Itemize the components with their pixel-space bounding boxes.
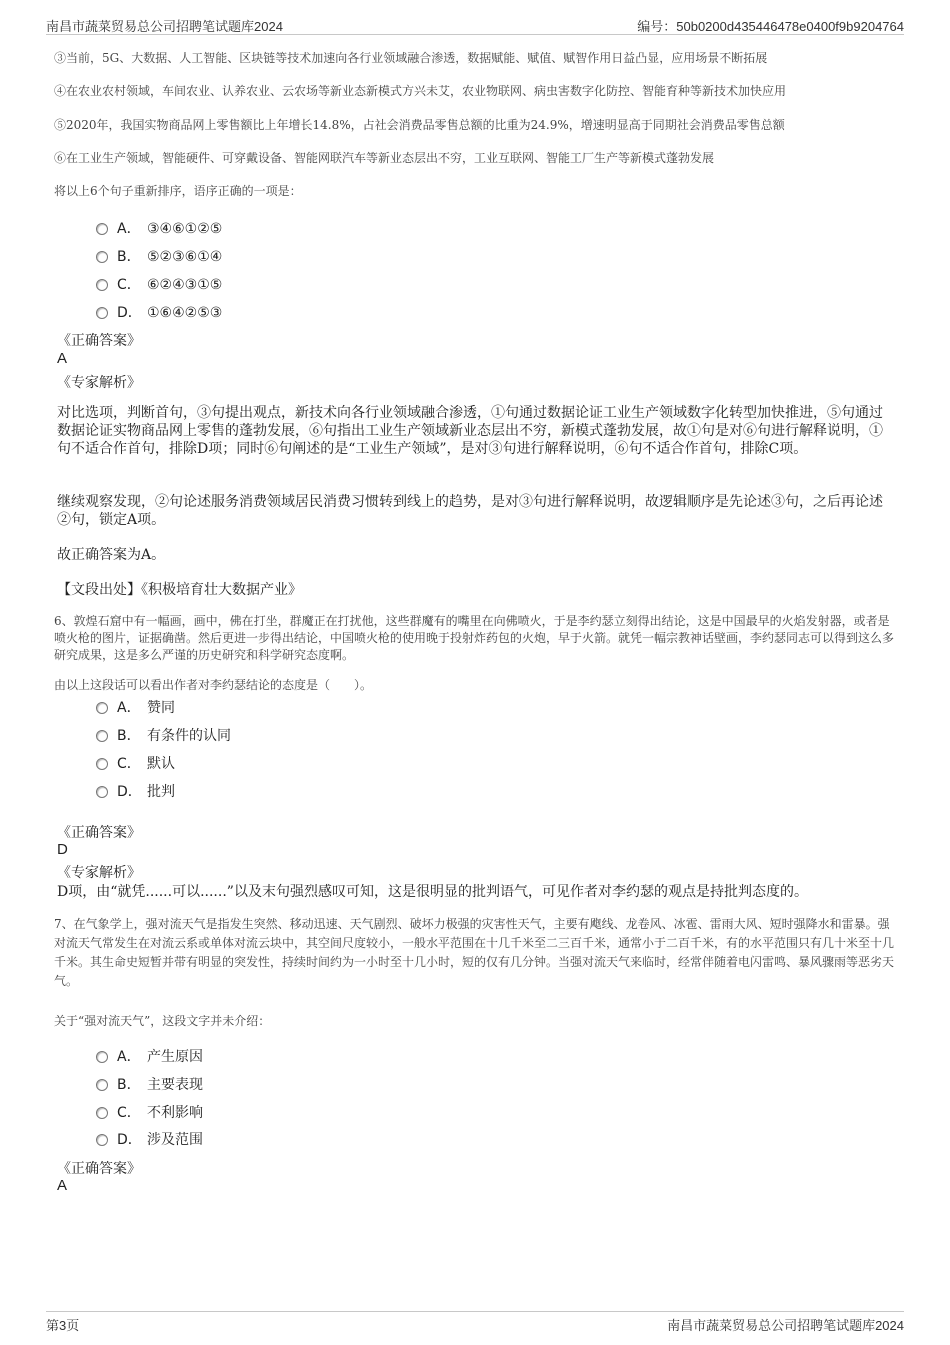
page-header xyxy=(46,14,904,35)
q5-option-b[interactable]: B． ⑤②③⑥①④ xyxy=(96,246,222,266)
q5-option-c[interactable]: C． ⑥②④③①⑤ xyxy=(96,274,222,294)
q7-option-a[interactable]: A． 产生原因 xyxy=(96,1046,203,1066)
radio-icon[interactable] xyxy=(96,1051,108,1063)
page-number: 第3页 xyxy=(46,1318,80,1333)
q5-option-a[interactable]: A． ③④⑥①②⑤ xyxy=(96,218,222,238)
radio-icon[interactable] xyxy=(96,1079,108,1091)
q6-option-d[interactable]: D． 批判 xyxy=(96,781,175,801)
q5-sentence-5: ⑤2020年，我国实物商品网上零售额比上年增长14.8%，占社会消费品零售总额的比重为24.9%，增速明显高于同期社会消费品零售总额 xyxy=(54,118,785,132)
q6-answer: D xyxy=(57,841,68,858)
q5-sentence-4: ④在农业农村领域，车间农业、认养农业、云农场等新业态新模式方兴未艾，农业物联网、病虫害数字化防控、智能育种等新技术加快应用 xyxy=(54,84,787,98)
header-doc-id: 编号：50b0200d435446478e0400f9b9204764 xyxy=(637,19,904,34)
q7-option-d[interactable]: D． 涉及范围 xyxy=(96,1129,203,1149)
q7-option-b[interactable]: B． 主要表现 xyxy=(96,1074,203,1094)
q5-analysis-para-1: 对比选项，判断首句，③句提出观点，新技术向各行业领域融合渗透，①句通过数据论证工业生产领域数字化转型加快推进，⑤句通过数据论证实物商品网上零售的蓬勃发展，⑥句指出工业生产领域新业态层出不穷，新模式蓬勃发展，故①句是对⑥句进行解释说明，①句不适合作首句，排除D项；同时⑥句阐述的是“工业生产领域”，是对③句进行解释说明，⑥句不适合作首句，排除C项。 xyxy=(57,405,883,457)
q5-source: 【文段出处】《积极培育壮大数据产业》 xyxy=(57,582,302,598)
q5-analysis-para-2: 继续观察发现，②句论述服务消费领域居民消费习惯转到线上的趋势，是对③句进行解释说明，故逻辑顺序是先论述③句，之后再论述②句，锁定A项。 xyxy=(57,494,883,528)
q7-stem: 7、在气象学上，强对流天气是指发生突然、移动迅速、天气剧烈、破坏力极强的灾害性天气，主要有飑线、龙卷风、冰雹、雷雨大风、短时强降水和雷暴。强对流天气常发生在对流云系或单体对流云块中，其空间尺度较小，一般水平范围在十几千米至二三百千米，通常小于二百千米，有的水平范围只有几十米至十几千米。其生命史短暂并带有明显的突发性，持续时间约为一小时至十几小时，短的仅有几分钟。当强对流天气来临时，经常伴随着电闪雷鸣、暴风骤雨等恶劣天气。 xyxy=(54,917,895,988)
header-title: 南昌市蔬菜贸易总公司招聘笔试题库2024 xyxy=(46,19,283,34)
radio-icon[interactable] xyxy=(96,702,108,714)
q6-answer-label: 《正确答案》 xyxy=(57,825,141,841)
q6-stem: 6、敦煌石窟中有一幅画，画中，佛在打坐，群魔正在打扰他，这些群魔有的嘴里在向佛喷火，于是李约瑟立刻得出结论，这是中国最早的火焰发射器，或者是喷火枪的图片，证据确凿。然后更进一步得出结论，中国喷火枪的使用晚于投射炸药包的火炮，早于火箭。就凭一幅宗教神话壁画，李约瑟同志可以得到这么多研究成果，这是多么严谨的历史研究和科学研究态度啊。 xyxy=(54,614,895,662)
q6-analysis-label: 《专家解析》 xyxy=(57,865,141,881)
q5-answer: A xyxy=(57,350,68,367)
radio-icon[interactable] xyxy=(96,1134,108,1146)
q6-option-c[interactable]: C． 默认 xyxy=(96,753,175,773)
q6-option-a[interactable]: A． 赞同 xyxy=(96,697,175,717)
radio-icon[interactable] xyxy=(96,730,108,742)
page-footer xyxy=(46,1311,904,1334)
radio-icon[interactable] xyxy=(96,223,108,235)
q5-prompt: 将以上6个句子重新排序，语序正确的一项是： xyxy=(54,184,302,198)
q7-answer: A xyxy=(57,1177,68,1194)
radio-icon[interactable] xyxy=(96,758,108,770)
q5-answer-label: 《正确答案》 xyxy=(57,333,141,349)
radio-icon[interactable] xyxy=(96,279,108,291)
q5-analysis-label: 《专家解析》 xyxy=(57,375,141,391)
q6-option-b[interactable]: B． 有条件的认同 xyxy=(96,725,231,745)
radio-icon[interactable] xyxy=(96,251,108,263)
radio-icon[interactable] xyxy=(96,307,108,319)
q5-sentence-3: ③当前，5G、大数据、人工智能、区块链等技术加速向各行业领域融合渗透，数据赋能、赋值、赋智作用日益凸显，应用场景不断拓展 xyxy=(54,51,768,65)
q6-analysis: D项，由“就凭......可以......”以及末句强烈感叹可知，这是很明显的批判语气，可见作者对李约瑟的观点是持批判态度的。 xyxy=(57,884,808,900)
radio-icon[interactable] xyxy=(96,1107,108,1119)
footer-title: 南昌市蔬菜贸易总公司招聘笔试题库2024 xyxy=(667,1318,904,1333)
q5-conclusion: 故正确答案为A。 xyxy=(57,547,166,563)
q7-prompt: 关于“强对流天气”，这段文字并未介绍： xyxy=(54,1014,271,1028)
q5-option-d[interactable]: D． ①⑥④②⑤③ xyxy=(96,302,222,322)
radio-icon[interactable] xyxy=(96,786,108,798)
q6-prompt: 由以上这段话可以看出作者对李约瑟结论的态度是（ ）。 xyxy=(54,678,373,692)
q7-answer-label: 《正确答案》 xyxy=(57,1161,141,1177)
q5-sentence-6: ⑥在工业生产领域，智能硬件、可穿戴设备、智能网联汽车等新业态层出不穷，工业互联网、智能工厂生产等新模式蓬勃发展 xyxy=(54,151,715,165)
q7-option-c[interactable]: C． 不利影响 xyxy=(96,1102,203,1122)
